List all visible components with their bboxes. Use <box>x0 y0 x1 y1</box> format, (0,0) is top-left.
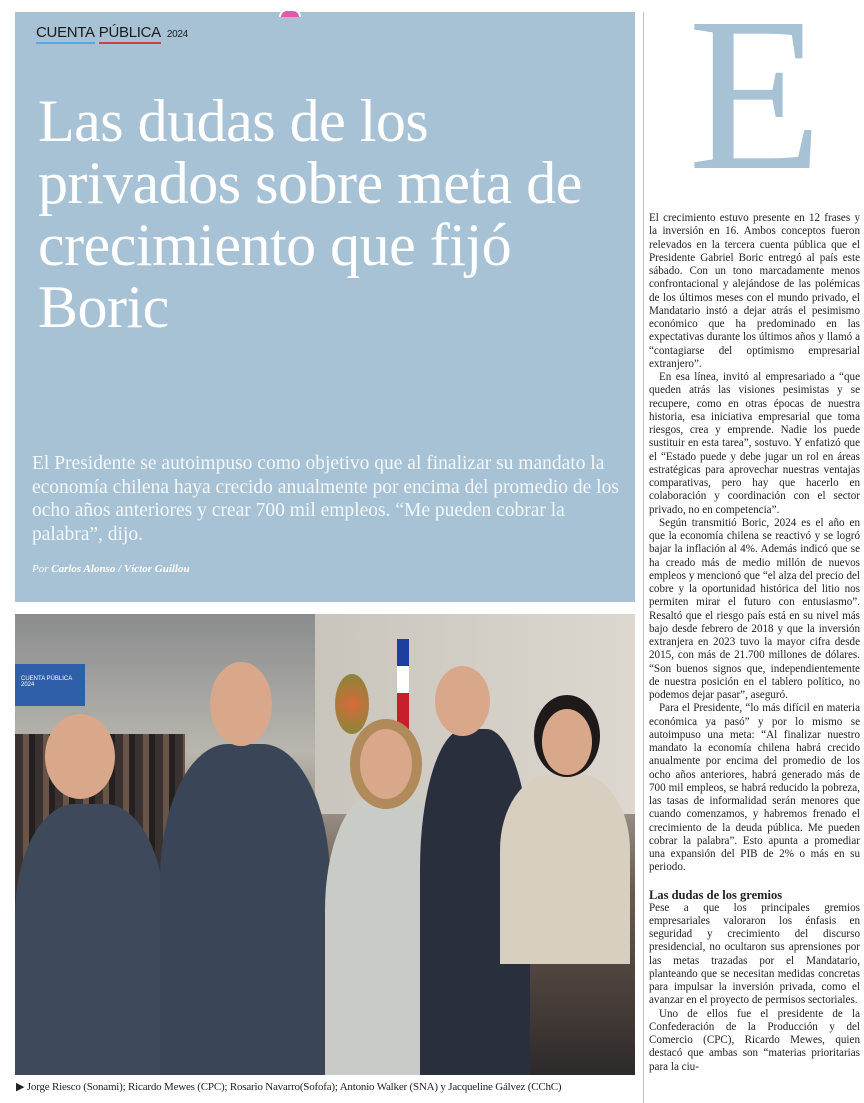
person-2 <box>160 744 330 1075</box>
subheading: Las dudas de los gremios <box>649 887 783 902</box>
drop-cap: E <box>688 0 823 216</box>
person-3-head <box>360 729 412 799</box>
body-paragraph: Para el Presidente, “lo más difícil en materia económica ya pasó” y por lo mismo se autoimpuso una meta: “Al finalizar nuestro mandato la economía chilena habrá crecido anualmente por encima del promedio de los ocho años anteriores, habrá generado más de 700 mil empleos, se habrá reducido la pobreza, las tasas de informalidad serán menores que cuando comenzamos, y habremos frenado el crecimiento de la deuda pública. Me pueden cobrar la palabra”. Esto apunta a promediar una expansión del PIB de 2% o más en su periodo. <box>649 702 860 874</box>
kicker-year: 2024 <box>166 28 188 40</box>
lead-paragraph: El Presidente se autoimpuso como objetivo que al finalizar su mandato la economía chilena haya crecido anualmente por encima del promedio de los ocho años anteriores y crear 700 mil empleos. “Me pueden cobrar la palabra”, dijo. <box>32 453 619 545</box>
body-paragraph: El crecimiento estuvo presente en 12 frases y la inversión en 16. Ambos conceptos fueron relevados en la tercera cuenta pública que el Presidente Gabriel Boric entregó al país este sábado. Con un tono marcadamente menos confrontacional y alejándose de las polémicas de los últimos meses con el mundo privado, el Mandatario instó a dejar atrás el pesimismo económico que ha predominado en las expectativas durante los últimos años y llamó a “contagiarse del optimismo empresarial extranjero”. <box>649 212 860 370</box>
body-paragraph: Uno de ellos fue el presidente de la Confederación de la Producción y del Comercio (CPC), Ricardo Mewes, quien destacó que ambas son “materias prioritarias para la ciu- <box>649 1007 860 1073</box>
person-5 <box>500 774 630 964</box>
body-paragraph: Pese a que los principales gremios empresariales valoraron los énfasis en seguridad y crecimiento del discurso presidencial, no ocultaron sus aprensiones por las metas trazadas por el Mandatario, planteando que se necesitan medidas concretas para impulsar la inversión privada, como el avanzar en el proyecto de permisos sectoriales. <box>649 901 860 1007</box>
person-5-head <box>542 709 592 775</box>
headline: Las dudas de los privados sobre meta de crecimiento que fijó Boric <box>38 88 582 340</box>
kicker-word-2: PÚBLICA <box>99 24 161 44</box>
photo-caption: ▶ Jorge Riesco (Sonami); Ricardo Mewes (CPC); Rosario Navarro(Sofofa); Antonio Walker (SNA) y Jacqueline Gálvez (CChC) <box>16 1081 562 1093</box>
body-paragraph: Según transmitió Boric, 2024 es el año en que la economía chilena se reactivó y se logró bajar la inflación al 4%. Además indicó que se ha creado más de medio millón de nuevos empleos y mencionó que “el alza del precio del cobre y la oportunidad histórica del litio nos permiten mirar el futuro con entusiasmo”. Resaltó que el riesgo país está en su nivel más bajo desde febrero de 2018 y que la inversión extranjera en 2023 tuvo la mayor cifra desde 2015, con más de 21.700 millones de dólares. “Son buenos signos que, independientemente de nuestra posición en el tablero político, no podemos dejar pasar”, aseguró. <box>649 516 860 701</box>
person-2-head <box>210 662 272 746</box>
column-divider <box>643 12 644 1103</box>
byline <box>32 563 190 575</box>
kicker-word-1: CUENTA <box>36 24 95 44</box>
photo-screen: CUENTA PÚBLICA 2024 <box>15 664 85 706</box>
flower-arrangement <box>335 674 369 734</box>
person-1 <box>15 804 165 1075</box>
byline-prefix: Por <box>32 563 49 575</box>
person-1-head <box>45 714 115 799</box>
person-4-head <box>435 666 490 736</box>
chile-flag <box>397 639 409 729</box>
section-marker-icon <box>279 9 301 17</box>
body-paragraph: En esa línea, invitó al empresariado a “que queden atrás las visiones pesimistas y se recupere, como en otras épocas de nuestra historia, esa iniciativa empresarial que toma riesgos, crea y emprende. Nadie los puede sustituir en esta tarea”, sostuvo. Y enfatizó que el “Estado puede y debe jugar un rol en áreas estratégicas para aprovechar nuestras ventajas comparativas, pero hay que hacerlo en colaboración y coordinación con el sector privado, no en competencia”. <box>649 371 860 516</box>
article-body <box>649 212 860 1074</box>
article-photo <box>15 614 635 1075</box>
section-kicker <box>36 24 188 44</box>
byline-authors: Carlos Alonso / Víctor Guillou <box>51 563 190 575</box>
